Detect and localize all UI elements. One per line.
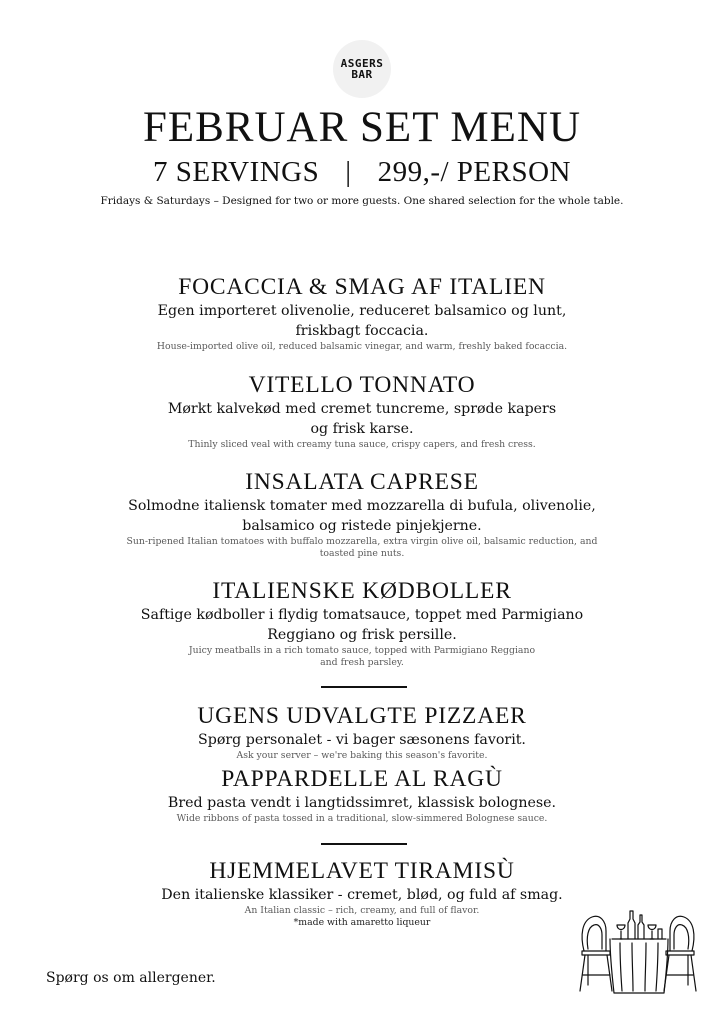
course-title: PAPPARDELLE AL RAGÙ	[221, 766, 503, 792]
course-description-danish: Egen importeret olivenolie, reduceret balsamico og lunt,	[157, 303, 567, 319]
chair-right-icon	[664, 916, 696, 991]
course-description-danish: Bred pasta vendt i langtidssimret, klassisk bolognese.	[167, 795, 557, 811]
course-insalata-caprese	[80, 468, 644, 560]
course-description-danish: Reggiano og frisk persille.	[267, 627, 457, 643]
price-per-person: 299,-/ PERSON	[377, 156, 571, 188]
course-description-danish: og frisk karse.	[310, 421, 414, 437]
course-pappardelle	[80, 765, 644, 825]
menu-tagline: Fridays & Saturdays – Designed for two or more guests. One shared selection for the whole table.	[100, 195, 624, 207]
course-description-danish: Mørkt kalvekød med cremet tuncreme, sprøde kapers	[167, 401, 557, 417]
course-description-english: Juicy meatballs in a rich tomato sauce, topped with Parmigiano Reggiano	[188, 645, 536, 656]
course-description-english: and fresh parsley.	[320, 657, 404, 668]
course-description-english: Sun-ripened Italian tomatoes with buffalo mozzarella, extra virgin olive oil, balsamic reduction, and	[126, 536, 598, 547]
course-description-danish: Spørg personalet - vi bager sæsonens favorit.	[198, 732, 526, 748]
course-title: VITELLO TONNATO	[248, 372, 476, 398]
course-title: ITALIENSKE KØDBOLLER	[212, 578, 512, 604]
course-description-english: An Italian classic – rich, creamy, and full of flavor.	[244, 905, 480, 916]
course-title: FOCACCIA & SMAG AF ITALIEN	[178, 274, 546, 300]
course-description-danish: Solmodne italiensk tomater med mozzarella di bufula, olivenolie,	[128, 498, 596, 514]
course-description-danish: Saftige kødboller i flydig tomatsauce, toppet med Parmigiano	[140, 607, 584, 623]
servings-count: 7 SERVINGS	[153, 156, 320, 188]
table-icon	[610, 911, 668, 993]
course-vitello-tonnato	[80, 371, 644, 451]
section-divider	[321, 686, 407, 688]
table-chairs-illustration	[576, 895, 700, 995]
section-divider	[321, 843, 407, 845]
menu-subtitle	[0, 154, 724, 190]
course-koedboller	[80, 577, 644, 669]
course-title: UGENS UDVALGTE PIZZAER	[197, 703, 527, 729]
course-description-english: Wide ribbons of pasta tossed in a traditional, slow-simmered Bolognese sauce.	[176, 813, 548, 824]
logo-line-1: ASGERS	[340, 57, 384, 70]
chair-left-icon	[580, 916, 612, 991]
course-tiramisu	[80, 857, 644, 929]
menu-title: FEBRUAR SET MENU	[142, 104, 582, 151]
course-pizzaer	[80, 702, 644, 762]
course-description-english: House-imported olive oil, reduced balsamic vinegar, and warm, freshly baked focaccia.	[156, 341, 568, 352]
course-description-danish: balsamico og ristede pinjekjerne.	[242, 518, 482, 534]
course-description-english: Ask your server – we're baking this season's favorite.	[236, 750, 488, 761]
allergen-notice: Spørg os om allergener.	[46, 970, 216, 986]
logo-line-2: BAR	[351, 68, 373, 81]
course-description-danish: Den italienske klassiker - cremet, blød, og fuld af smag.	[161, 887, 563, 903]
course-description-english: Thinly sliced veal with creamy tuna sauce, crispy capers, and fresh cress.	[188, 439, 536, 450]
course-title: INSALATA CAPRESE	[245, 469, 479, 495]
course-note: *made with amaretto liqueur	[293, 917, 431, 928]
course-title: HJEMMELAVET TIRAMISÙ	[209, 858, 515, 884]
asgers-bar-logo	[333, 40, 391, 98]
course-description-danish: friskbagt foccacia.	[295, 323, 429, 339]
subtitle-separator: |	[345, 156, 352, 188]
course-focaccia	[80, 273, 644, 353]
course-description-english: toasted pine nuts.	[319, 548, 405, 559]
